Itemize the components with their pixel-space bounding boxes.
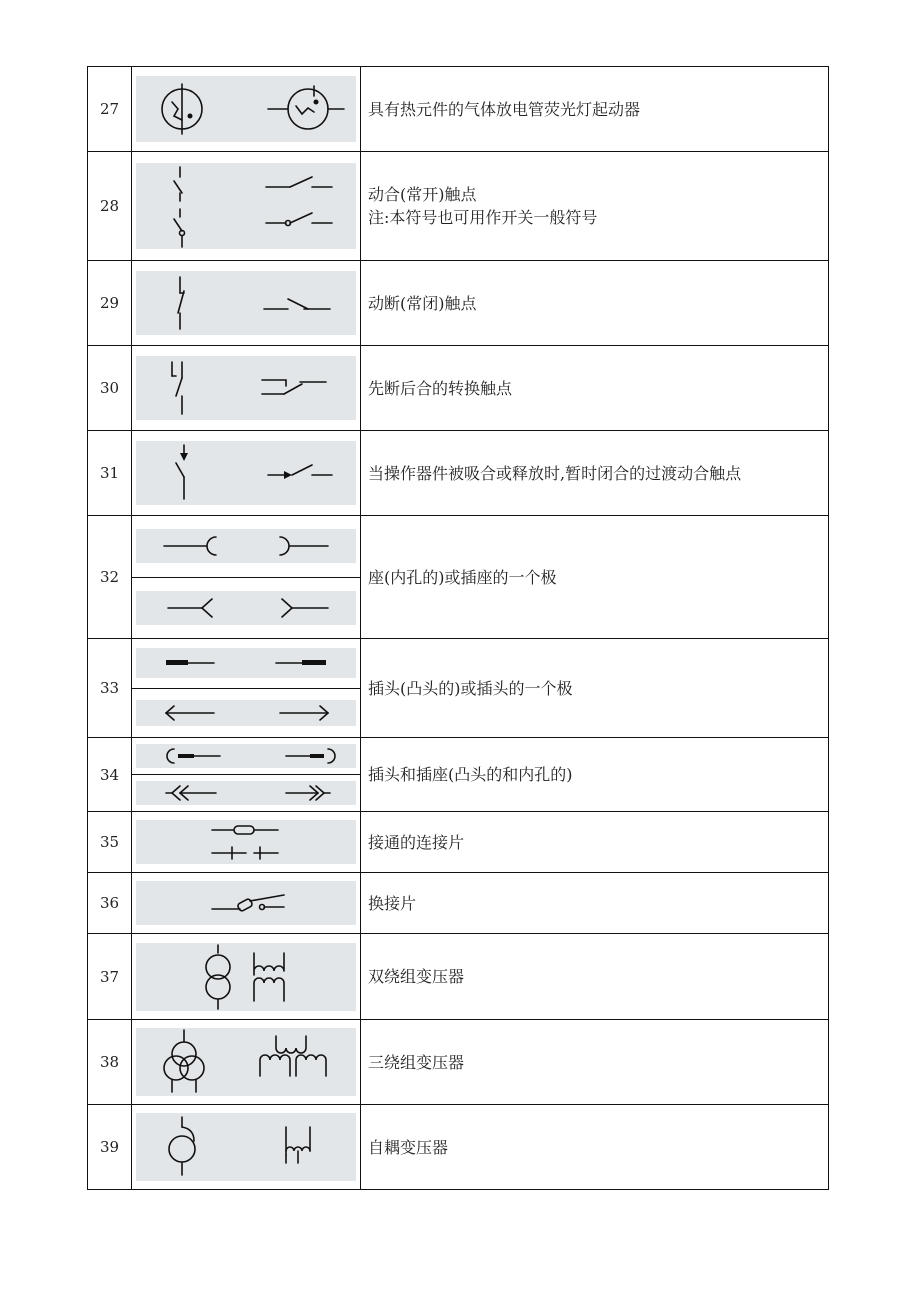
plug-and-socket-icon — [132, 738, 360, 811]
table-row — [88, 934, 829, 1020]
changeover-contact-icon — [136, 356, 356, 420]
table-row — [88, 67, 829, 152]
table-row — [88, 346, 829, 431]
note: 注:本符号也可用作开关一般符号 — [368, 208, 598, 227]
break-contact-icon — [136, 271, 356, 335]
description: 动合(常开)触点 — [368, 185, 477, 204]
description: 动断(常闭)触点 — [361, 261, 829, 346]
row-number: 29 — [88, 261, 132, 346]
row-number: 33 — [88, 639, 132, 738]
row-number: 31 — [88, 431, 132, 516]
description: 先断后合的转换触点 — [361, 346, 829, 431]
make-contact-icon — [136, 163, 356, 249]
passing-make-contact-icon — [136, 441, 356, 505]
table-row — [88, 152, 829, 261]
table-row — [88, 516, 829, 639]
row-number: 28 — [88, 152, 132, 261]
table-row — [88, 812, 829, 873]
description: 自耦变压器 — [361, 1105, 829, 1190]
table-row — [88, 1105, 829, 1190]
plug-pole-icon — [132, 639, 360, 737]
description: 当操作器件被吸合或释放时,暂时闭合的过渡动合触点 — [361, 431, 829, 516]
description: 三绕组变压器 — [361, 1020, 829, 1105]
description: 接通的连接片 — [361, 812, 829, 873]
row-number: 27 — [88, 67, 132, 152]
three-winding-transformer-icon — [136, 1028, 356, 1096]
table-row — [88, 738, 829, 812]
row-number: 36 — [88, 873, 132, 934]
table-row — [88, 261, 829, 346]
table-row — [88, 431, 829, 516]
closed-link-icon — [136, 820, 356, 864]
row-number: 37 — [88, 934, 132, 1020]
row-number: 35 — [88, 812, 132, 873]
table-row — [88, 873, 829, 934]
row-number: 32 — [88, 516, 132, 639]
two-winding-transformer-icon — [136, 943, 356, 1011]
glow-starter-icon — [136, 76, 356, 142]
changeover-link-icon — [136, 881, 356, 925]
symbol-table — [87, 66, 829, 1190]
autotransformer-icon — [136, 1113, 356, 1181]
row-number: 38 — [88, 1020, 132, 1105]
description: 插头(凸头的)或插头的一个极 — [361, 639, 829, 738]
description: 换接片 — [361, 873, 829, 934]
description: 座(内孔的)或插座的一个极 — [361, 516, 829, 639]
row-number: 30 — [88, 346, 132, 431]
description: 双绕组变压器 — [361, 934, 829, 1020]
row-number: 34 — [88, 738, 132, 812]
table-row — [88, 1020, 829, 1105]
table-row — [88, 639, 829, 738]
row-number: 39 — [88, 1105, 132, 1190]
description: 具有热元件的气体放电管荧光灯起动器 — [361, 67, 829, 152]
socket-pole-icon — [132, 516, 360, 638]
description: 插头和插座(凸头的和内孔的) — [361, 738, 829, 812]
